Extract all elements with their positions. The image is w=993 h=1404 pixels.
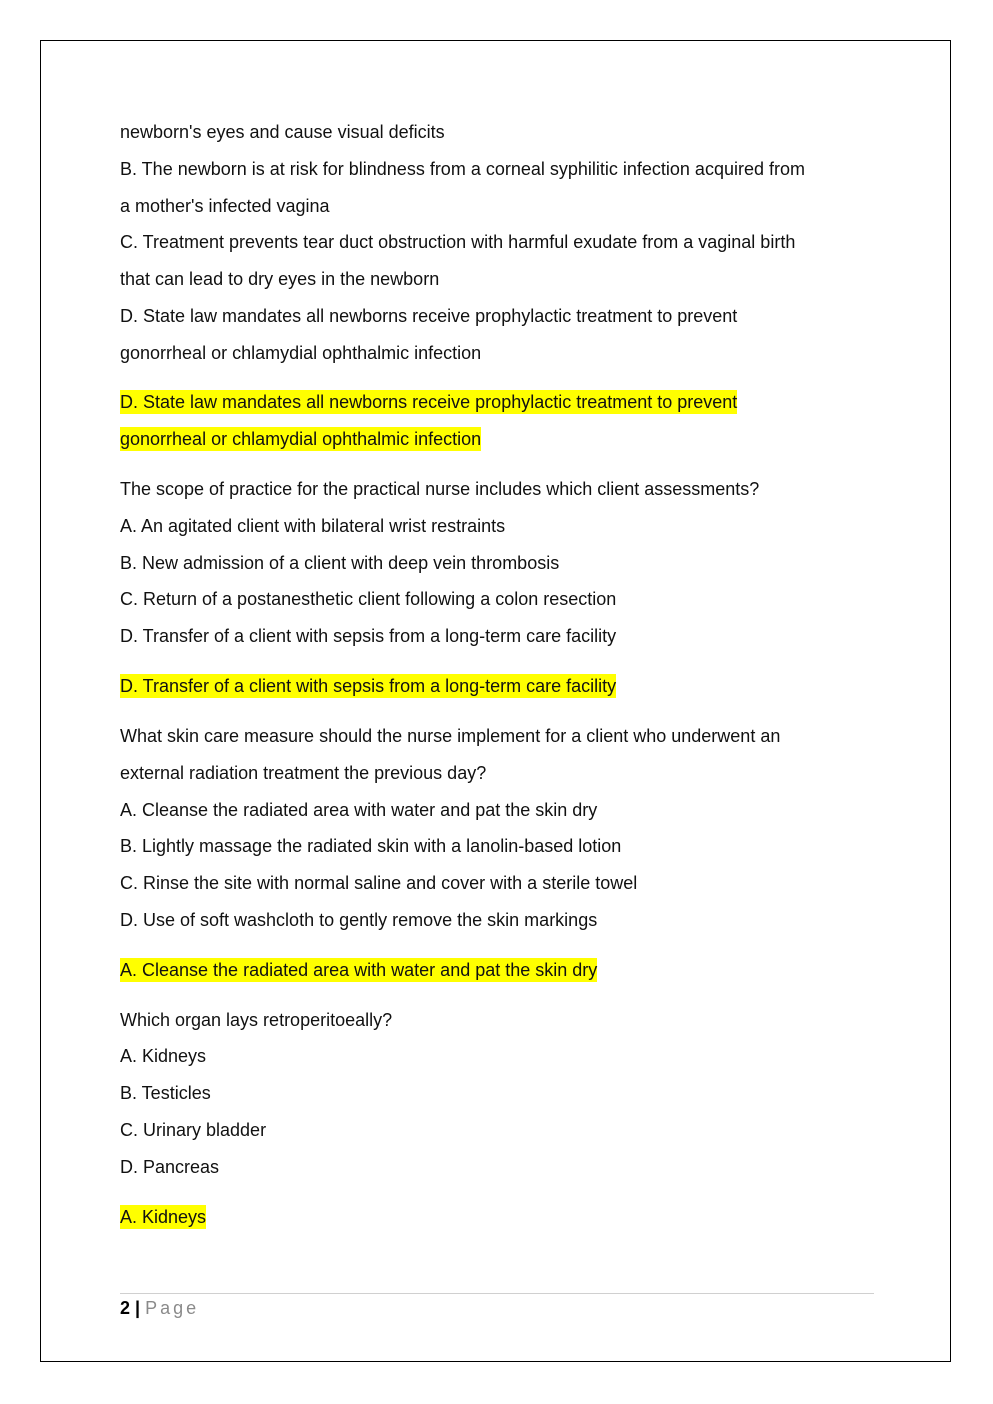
line-text: C. Rinse the site with normal saline and cover with a sterile towel xyxy=(120,873,638,893)
line-text: C. Return of a postanesthetic client following a colon resection xyxy=(120,589,617,610)
footer-separator: | xyxy=(135,1298,141,1318)
text-line xyxy=(120,188,872,225)
text-line xyxy=(120,508,872,545)
line-text: A. Kidneys xyxy=(120,1046,207,1067)
text-line xyxy=(120,1038,872,1075)
line-text: The scope of practice for the practical nurse includes which client assessments? xyxy=(120,479,760,500)
answer-line xyxy=(120,952,872,989)
text-line xyxy=(120,755,872,792)
line-text: B. New admission of a client with deep vein thrombosis xyxy=(120,552,560,573)
footer-rule xyxy=(120,1293,874,1294)
text-line xyxy=(120,581,872,618)
text-line xyxy=(120,151,872,188)
line-text: a mother's infected vagina xyxy=(120,195,330,216)
page-footer xyxy=(120,1296,199,1320)
line-text: A. An agitated client with bilateral wrist restraints xyxy=(120,515,506,536)
text-line xyxy=(120,828,872,865)
answer-line xyxy=(120,421,872,458)
page-label: Page xyxy=(145,1298,200,1318)
paragraph-gap xyxy=(120,655,872,668)
line-text: Which organ lays retroperitoeally? xyxy=(120,1009,393,1030)
line-text: gonorrheal or chlamydial ophthalmic infection xyxy=(120,342,482,363)
line-text: B. Testicles xyxy=(120,1083,211,1104)
text-line xyxy=(120,902,872,939)
highlighted-answer-text: D. State law mandates all newborns receive prophylactic treatment to prevent xyxy=(120,392,738,413)
answer-line xyxy=(120,668,872,705)
line-text: B. The newborn is at risk for blindness from a corneal syphilitic infection acquired from xyxy=(120,158,805,179)
paragraph-gap xyxy=(120,939,872,952)
line-text: D. State law mandates all newborns receive prophylactic treatment to prevent xyxy=(120,305,738,326)
line-text: B. Lightly massage the radiated skin with a lanolin-based lotion xyxy=(120,836,622,857)
highlighted-answer-text: gonorrheal or chlamydial ophthalmic infection xyxy=(120,429,482,450)
text-line xyxy=(120,1075,872,1112)
document-body xyxy=(120,114,872,1235)
line-text: C. Urinary bladder xyxy=(120,1119,267,1140)
text-line xyxy=(120,718,872,755)
line-text: D. Pancreas xyxy=(120,1156,220,1177)
answer-line xyxy=(120,1199,872,1236)
text-line xyxy=(120,471,872,508)
highlighted-answer-text: A. Kidneys xyxy=(120,1206,207,1227)
line-text: external radiation treatment the previous day? xyxy=(120,762,487,783)
text-line xyxy=(120,792,872,829)
text-line xyxy=(120,335,872,372)
text-line xyxy=(120,1002,872,1039)
text-line xyxy=(120,298,872,335)
paragraph-gap xyxy=(120,705,872,718)
text-line xyxy=(120,618,872,655)
text-line xyxy=(120,1149,872,1186)
line-text: that can lead to dry eyes in the newborn xyxy=(120,269,440,289)
page-number: 2 xyxy=(120,1298,131,1318)
text-line xyxy=(120,261,872,298)
line-text: newborn's eyes and cause visual deficits xyxy=(120,122,445,142)
answer-line xyxy=(120,384,872,421)
highlighted-answer-text: A. Cleanse the radiated area with water and pat the skin dry xyxy=(120,959,598,980)
line-text: What skin care measure should the nurse implement for a client who underwent an xyxy=(120,726,781,746)
highlighted-answer-text: D. Transfer of a client with sepsis from a long-term care facility xyxy=(120,676,617,697)
paragraph-gap xyxy=(120,458,872,471)
text-line xyxy=(120,545,872,582)
line-text: A. Cleanse the radiated area with water and pat the skin dry xyxy=(120,799,598,820)
line-text: D. Use of soft washcloth to gently remove the skin markings xyxy=(120,909,598,930)
text-line xyxy=(120,224,872,261)
line-text: D. Transfer of a client with sepsis from a long-term care facility xyxy=(120,626,617,647)
paragraph-gap xyxy=(120,988,872,1001)
text-line xyxy=(120,865,872,902)
paragraph-gap xyxy=(120,371,872,384)
text-line xyxy=(120,114,872,151)
line-text: C. Treatment prevents tear duct obstruction with harmful exudate from a vaginal birth xyxy=(120,232,796,253)
paragraph-gap xyxy=(120,1185,872,1198)
text-line xyxy=(120,1112,872,1149)
